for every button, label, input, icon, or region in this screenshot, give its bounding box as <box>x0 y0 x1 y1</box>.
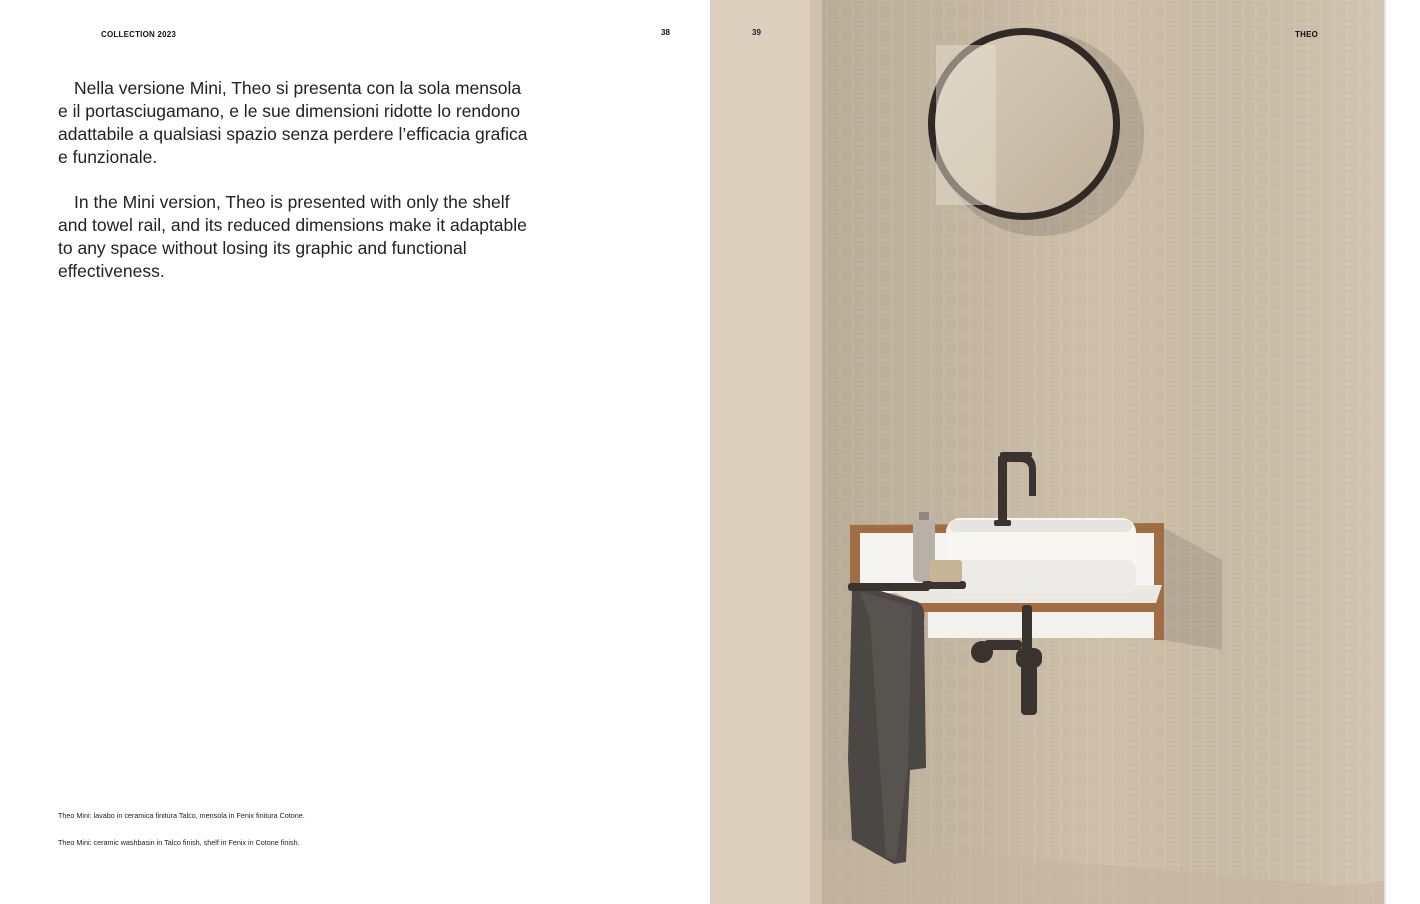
ceramic-washbasin <box>946 518 1136 593</box>
wall-pillar <box>710 0 822 904</box>
paragraph-italian-text: Nella versione Mini, Theo si presenta con la sola mensola e il portasciugamano, e le sue dimensioni ridotte lo rendono adattabile a qualsiasi spazio senza perdere l’efficacia grafica e funzionale. <box>58 78 528 167</box>
paragraph-italian <box>58 77 528 169</box>
bathroom-photo <box>710 0 1386 904</box>
caption-english: Theo Mini: ceramic washbasin in Talco finish, shelf in Fenix in Cotone finish. <box>58 838 300 847</box>
running-head-right: THEO <box>1295 30 1319 39</box>
running-head-left: COLLECTION 2023 <box>101 30 177 39</box>
paragraph-english-text: In the Mini version, Theo is presented with only the shelf and towel rail, and its reduced dimensions make it adaptable to any space without losing its graphic and functional effectiveness. <box>58 192 527 281</box>
caption-italian: Theo Mini: lavabo in ceramica finitura Talco, mensola in Fenix finitura Cotone. <box>58 811 305 820</box>
page-number-right: 39 <box>752 28 761 37</box>
page-number-left: 38 <box>661 28 670 37</box>
right-page <box>710 0 1420 904</box>
paragraph-english <box>58 191 528 283</box>
